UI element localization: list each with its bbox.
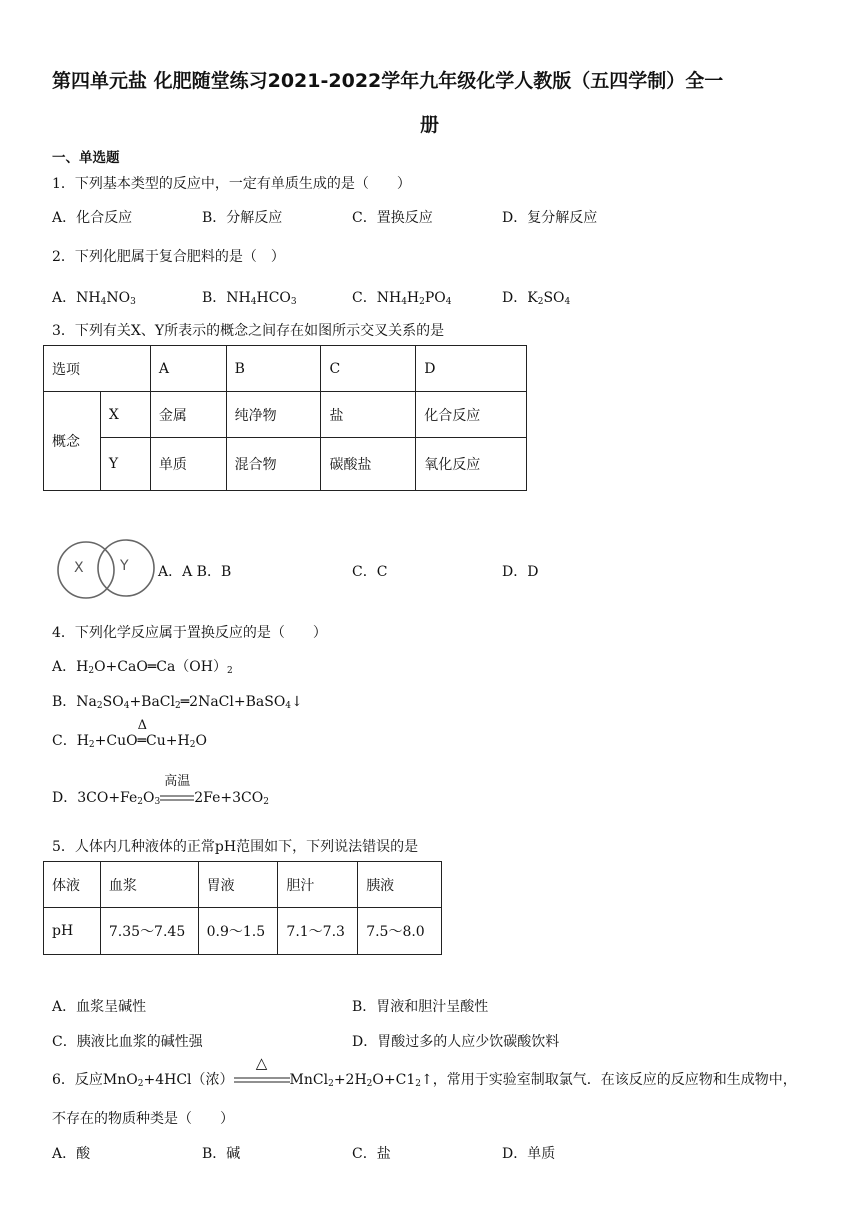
double-line-equals (234, 1077, 290, 1085)
q6-option-d: D．单质 (502, 1146, 556, 1162)
q3-x-c: 盐 (321, 392, 416, 438)
q6-option-a: A．酸 (52, 1146, 91, 1162)
q3-concept-label: 概念 (44, 392, 101, 491)
q5-header-bile: 胆汁 (278, 862, 358, 908)
q3-y-a: 单质 (150, 438, 226, 491)
q3-header-a: A (150, 346, 226, 392)
q3-table (43, 345, 527, 491)
q5-header-pancreatic: 胰液 (358, 862, 442, 908)
q6-option-c: C．盐 (352, 1146, 391, 1162)
q2-option-a: A．$NH_4NO_3$ (52, 290, 136, 307)
venn-label-x: X (74, 560, 84, 576)
q5-row-label: pH (44, 908, 101, 955)
q3-header-d: D (416, 346, 527, 392)
q3-y-b: 混合物 (226, 438, 321, 491)
venn-label-y: Y (120, 558, 129, 574)
q6-option-b: B．碱 (202, 1146, 241, 1162)
q5-ph-plasma: 7.35～7.45 (100, 908, 198, 955)
venn-diagram (54, 536, 158, 604)
q5-ph-gastric: 0.9～1.5 (198, 908, 278, 955)
q5-option-a: A．血浆呈碱性 (52, 999, 147, 1015)
q4-option-d: D．$3CO+Fe_2O_3$ 高温 $2Fe+3CO_2$ (52, 787, 269, 807)
q1-option-a: A．化合反应 (52, 210, 133, 226)
double-line-equals (160, 795, 194, 803)
q3-option-d: D．D (502, 564, 539, 580)
q4-option-c: C．$H_2+CuO$ Δ $═Cu+H_2O$ (52, 718, 207, 750)
q2-stem: 2．下列化肥属于复合肥料的是（ ） (52, 249, 285, 265)
q5-option-c: C．胰液比血浆的碱性强 (52, 1034, 203, 1050)
q6-stem-line1: 6．反应MnO$_2$+4HCl（浓） △ $MnCl_2+2H_2O+C1_2↑$，常用于实验室制取氯气．在该反应的反应物和生成物中， (52, 1054, 797, 1089)
q5-table (43, 861, 442, 955)
q3-option-c: C．C (352, 564, 388, 580)
q3-header-c: C (321, 346, 416, 392)
q4-option-b: B．$Na_2SO_4+BaCl_2═2NaCl+BaSO_4↓$ (52, 694, 303, 711)
q3-x-a: 金属 (150, 392, 226, 438)
q1-option-c: C．置换反应 (352, 210, 433, 226)
q1-stem: 1．下列基本类型的反应中，一定有单质生成的是（ ） (52, 176, 411, 192)
q2-option-d: D．$K_2SO_4$ (502, 290, 571, 307)
q5-ph-bile: 7.1～7.3 (278, 908, 358, 955)
q3-y-c: 碳酸盐 (321, 438, 416, 491)
venn-circle-x (58, 542, 114, 598)
q1-option-d: D．复分解反应 (502, 210, 598, 226)
q5-option-d: D．胃酸过多的人应少饮碳酸饮料 (352, 1034, 560, 1050)
q3-x-label: X (100, 392, 150, 438)
q5-stem: 5．人体内几种液体的正常pH范围如下，下列说法错误的是 (52, 839, 419, 855)
doc-title-line2: 册 (420, 114, 440, 136)
q6-stem-line2: 不存在的物质种类是（ ） (52, 1111, 234, 1127)
q3-x-d: 化合反应 (416, 392, 527, 438)
q5-option-b: B．胃液和胆汁呈酸性 (352, 999, 489, 1015)
q3-stem: 3．下列有关X、Y所表示的概念之间存在如图所示交叉关系的是 (52, 323, 445, 339)
q3-y-label: Y (100, 438, 150, 491)
q3-option-ab: A．A B．B (158, 564, 232, 580)
doc-title-line1: 第四单元盐 化肥随堂练习2021-2022学年九年级化学人教版（五四学制）全一 (52, 70, 724, 92)
q2-option-b: B．$NH_4HCO_3$ (202, 290, 297, 307)
q2-option-c: C．$NH_4H_2PO_4$ (352, 290, 452, 307)
q5-header-gastric: 胃液 (198, 862, 278, 908)
section-heading: 一、单选题 (52, 150, 120, 166)
heat-condition: △ (255, 1054, 268, 1072)
q1-option-b: B．分解反应 (202, 210, 283, 226)
q3-y-d: 氧化反应 (416, 438, 527, 491)
q5-header-plasma: 血浆 (100, 862, 198, 908)
q3-header-b: B (226, 346, 321, 392)
q3-x-b: 纯净物 (226, 392, 321, 438)
q5-ph-pancreatic: 7.5～8.0 (358, 908, 442, 955)
q3-header-option: 选项 (44, 346, 151, 392)
high-temp-condition: 高温 (164, 774, 191, 789)
q4-stem: 4．下列化学反应属于置换反应的是（ ） (52, 625, 327, 641)
q4-option-a: A．$H_2O+CaO═Ca(OH)_2$ (52, 659, 233, 676)
q5-header-fluid: 体液 (44, 862, 101, 908)
delta-condition: Δ (137, 718, 147, 733)
